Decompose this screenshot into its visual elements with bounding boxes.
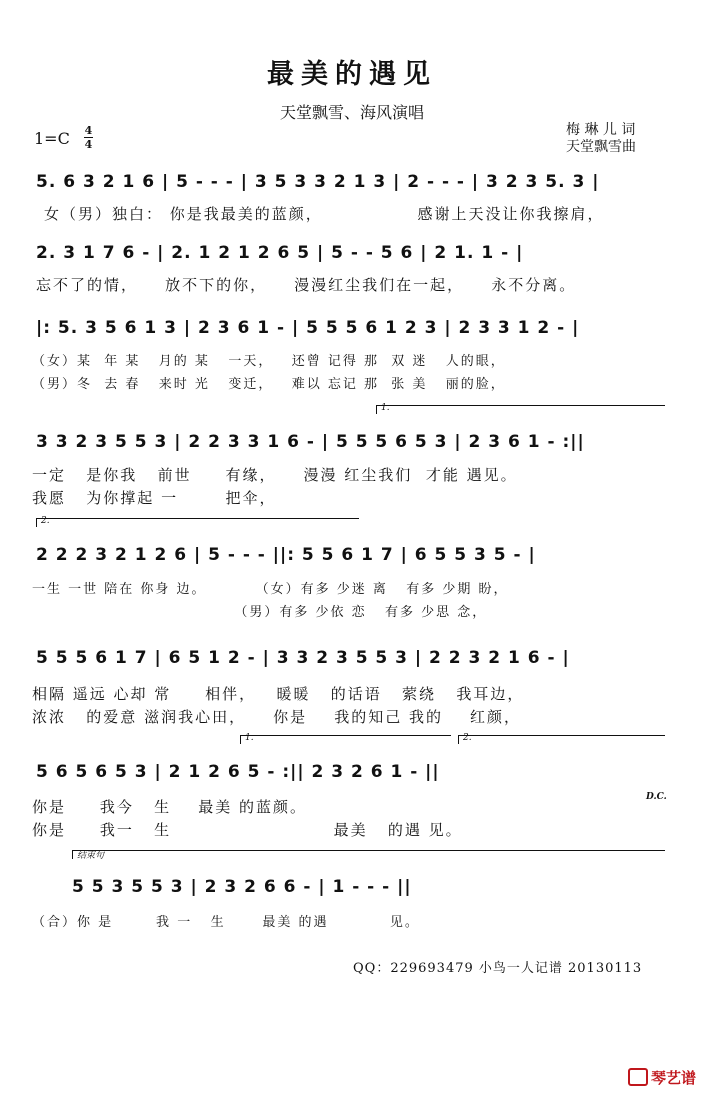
volta-label: 1. — [381, 403, 390, 413]
system-4 — [0, 432, 704, 452]
song-subtitle: 天堂飘雪、海风演唱 — [279, 103, 424, 122]
song-title: 最美的遇见 — [267, 59, 437, 90]
system-8 — [0, 877, 704, 897]
system-7 — [0, 762, 704, 782]
system-1 — [0, 172, 704, 192]
site-logo — [628, 1067, 696, 1088]
volta-label: 2. — [41, 516, 50, 526]
volta-bracket — [240, 735, 451, 744]
logo-text: 琴艺谱 — [651, 1069, 697, 1087]
system-5 — [0, 545, 704, 565]
notes-line: 5 6 5 6 5 3 | 2 1 2 6 5 - :|| 2 3 2 6 1 - || — [36, 762, 440, 782]
volta-label: 结束句 — [77, 851, 105, 861]
logo-icon — [628, 1068, 648, 1086]
system-6 — [0, 648, 704, 668]
lyric-line: （男）冬 去 春 来时 光 变迁， 难以 忘记 那 张 美 丽的脸， — [32, 377, 506, 392]
lyric-line: （女）某 年 某 月的 某 一天， 还曾 记得 那 双 迷 人的眼， — [32, 354, 506, 369]
time-signature-bottom: 4 — [84, 138, 93, 151]
da-capo-mark: D.C. — [646, 792, 667, 802]
lyric-line: 相隔 遥远 心却 常 相伴， 暖暖 的话语 萦绕 我耳边， — [32, 685, 525, 703]
lyric-line: 一定 是你我 前世 有缘， 漫漫 红尘我们 才能 遇见。 — [32, 466, 518, 484]
transcriber-footer: QQ：229693479 小鸟一人记谱 20130113 — [353, 961, 643, 976]
lyric-line: 我愿 为你撑起 一 把伞， — [32, 489, 277, 507]
volta-bracket — [72, 850, 665, 859]
time-signature — [84, 125, 93, 150]
key-signature: 1=C — [34, 129, 70, 148]
lyric-line: 一生 一世 陪在 你身 边。 （女）有多 少迷 离 有多 少期 盼， — [32, 582, 509, 597]
volta-label: 1. — [245, 733, 254, 743]
notes-line: 5. 6 3 2 1 6 | 5 - - - | 3 5 3 3 2 1 3 | 2 - - - | 3 2 3 5. 3 | — [36, 172, 600, 192]
volta-label: 2. — [463, 733, 472, 743]
lyric-line: 你是 我一 生 最美 的遇 见。 — [32, 821, 463, 839]
lyric-line: （合）你 是 我 一 生 最美 的遇 见。 — [32, 915, 420, 930]
system-2 — [0, 243, 704, 263]
composer-credit: 天堂飘雪曲 — [566, 139, 636, 155]
system-3 — [0, 318, 704, 338]
notes-line: 2 2 2 3 2 1 2 6 | 5 - - - ||: 5 5 6 1 7 | 6 5 5 3 5 - | — [36, 545, 536, 565]
lyricist-credit: 梅 琳 儿 词 — [566, 122, 636, 138]
lyric-line: （男）有多 少依 恋 有多 少思 念， — [32, 605, 488, 620]
time-signature-top: 4 — [84, 124, 93, 137]
lyric-line: 忘不了的情， 放不下的你， 漫漫红尘我们在一起， 永不分离。 — [36, 276, 577, 294]
notes-line: 5 5 5 6 1 7 | 6 5 1 2 - | 3 3 2 3 5 5 3 | 2 2 3 2 1 6 - | — [36, 648, 570, 668]
lyric-line: 浓浓 的爱意 滋润我心田， 你是 我的知己 我的 红颜， — [32, 708, 522, 726]
notes-line: |: 5. 3 5 6 1 3 | 2 3 6 1 - | 5 5 5 6 1 2 3 | 2 3 3 1 2 - | — [36, 318, 580, 338]
notes-line: 2. 3 1 7 6 - | 2. 1 2 1 2 6 5 | 5 - - 5 6 | 2 1. 1 - | — [36, 243, 524, 263]
lyric-line: 你是 我今 生 最美 的蓝颜。 — [32, 798, 307, 816]
notes-line: 5 5 3 5 5 3 | 2 3 2 6 6 - | 1 - - - || — [72, 877, 412, 897]
volta-bracket — [36, 518, 359, 527]
volta-bracket — [458, 735, 665, 744]
lyric-line: 女（男）独白： 你是我最美的蓝颜， 感谢上天没让你我擦肩， — [44, 205, 605, 223]
credits — [566, 122, 636, 156]
volta-bracket — [376, 405, 665, 414]
notes-line: 3 3 2 3 5 5 3 | 2 2 3 3 1 6 - | 5 5 5 6 5 3 | 2 3 6 1 - :|| — [36, 432, 585, 452]
